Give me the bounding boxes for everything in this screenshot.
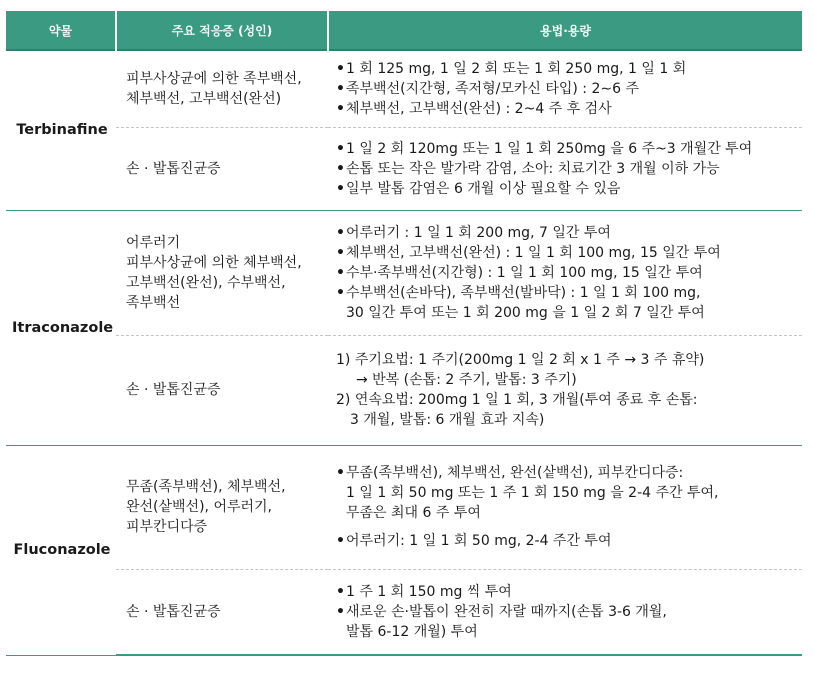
header-indication: 주요 적응증 (성인) — [116, 11, 328, 50]
dosage-cell: • 어루러기 : 1 일 1 회 200 mg, 7 일간 투여 • 체부백선, 고부백선(완선) : 1 일 1 회 100 mg, 15 일간 투여 • 수부·족부백선(지간형) : 1 일 1 회 100 mg, 15 일간 투여 • 수부백선(손바닥), 족부백선(발바닥) : 1 일 1 회 100 mg, 30 일간 투여 또는 1 회 200 mg 을 1 일 2 회 7 일간 투여 — [328, 210, 802, 335]
antifungal-dosage-table — [6, 11, 802, 656]
table-row — [6, 210, 802, 335]
indication-cell: 어루러기 피부사상균에 의한 체부백선, 고부백선(완선), 수부백선, 족부백선 — [116, 210, 328, 335]
drug-name: Terbinafine — [6, 50, 116, 210]
dosage-cell: • 무좀(족부백선), 체부백선, 완선(샅백선), 피부칸디다증: 1 일 1 회 50 mg 또는 1 주 1 회 150 mg 을 2-4 주간 투여, 무좀은 최대 6 주 투여 • 어루러기: 1 일 1 회 50 mg, 2-4 주간 투여 — [328, 445, 802, 569]
indication-cell: 손 · 발톱진균증 — [116, 569, 328, 655]
indication-cell: 손 · 발톱진균증 — [116, 335, 328, 445]
table-row — [6, 569, 802, 655]
dosage-cell: • 1 일 2 회 120mg 또는 1 일 1 회 250mg 을 6 주~3 개월간 투여 • 손톱 또는 작은 발가락 감염, 소아: 치료기간 3 개월 이하 가능 • 일부 발톱 감염은 6 개월 이상 필요할 수 있음 — [328, 127, 802, 210]
table-header-row — [6, 11, 802, 50]
table-row — [6, 335, 802, 445]
indication-cell: 손 · 발톱진균증 — [116, 127, 328, 210]
dosage-cell: 1) 주기요법: 1 주기(200mg 1 일 2 회 x 1 주 → 3 주 휴약) → 반복 (손톱: 2 주기, 발톱: 3 주기) 2) 연속요법: 200mg 1 일 1 회, 3 개월(투여 종료 후 손톱: 3 개월, 발톱: 6 개월 효과 지속) — [328, 335, 802, 445]
table-row — [6, 127, 802, 210]
indication-cell: 무좀(족부백선), 체부백선, 완선(샅백선), 어루러기, 피부칸디다증 — [116, 445, 328, 569]
table-row — [6, 445, 802, 569]
drug-name: Fluconazole — [6, 445, 116, 655]
header-drug: 약물 — [6, 11, 116, 50]
indication-cell: 피부사상균에 의한 족부백선, 체부백선, 고부백선(완선) — [116, 50, 328, 127]
drug-name: Itraconazole — [6, 210, 116, 445]
table-row — [6, 50, 802, 127]
dosage-cell: • 1 주 1 회 150 mg 씩 투여 • 새로운 손·발톱이 완전히 자랄 때까지(손톱 3-6 개월, 발톱 6-12 개월) 투여 — [328, 569, 802, 655]
dosage-cell: • 1 회 125 mg, 1 일 2 회 또는 1 회 250 mg, 1 일 1 회 • 족부백선(지간형, 족저형/모카신 타입) : 2∼6 주 • 체부백선, 고부백선(완선) : 2~4 주 후 검사 — [328, 50, 802, 127]
header-dosage: 용법·용량 — [328, 11, 802, 50]
